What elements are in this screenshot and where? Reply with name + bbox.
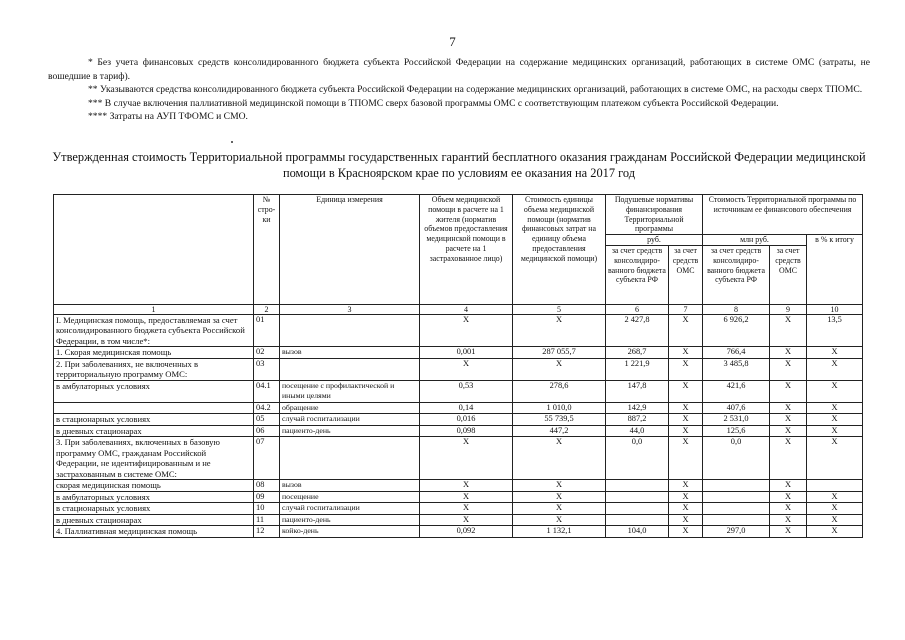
row-cost-unit: Х [513,514,606,526]
row-code: 05 [254,414,280,426]
row-percent: Х [807,514,863,526]
footnote-1: * Без учета финансовых средств консолидированного бюджета субъекта Российской Федерации на содержание медицинских организаций, работающих в системе ОМС (затраты, не вошедшие в тариф). [48,57,870,82]
row-unit: пациенто-день [280,514,420,526]
col-num: 7 [669,304,703,314]
row-percent: Х [807,503,863,515]
col-num: 3 [280,304,420,314]
row-per-capita-oms: Х [669,414,703,426]
table-row [54,526,863,538]
row-unit: пациенто-день [280,425,420,437]
row-cost-unit: 1 010,0 [513,402,606,414]
header-volume: Объем медицинской помощи в расчете на 1 жителя (норматив объемов предоставления медицинской помощи в расчете на 1 застрахованное лицо) [420,195,513,305]
row-per-capita-oms: Х [669,437,703,480]
row-cost-budget: 6 926,2 [703,314,770,347]
row-cost-oms: Х [770,425,807,437]
row-cost-unit: Х [513,480,606,492]
row-cost-oms: Х [770,314,807,347]
row-volume: 0,001 [420,347,513,359]
table-row [54,503,863,515]
row-cost-unit: Х [513,491,606,503]
table-row [54,314,863,347]
row-percent: 13,5 [807,314,863,347]
row-cost-unit: Х [513,503,606,515]
row-code: 06 [254,425,280,437]
table-title: Утвержденная стоимость Территориальной программы государственных гарантий бесплатного оказания гражданам Российской Федерации медицинской помощи в Красноярском крае по условиям ее оказания на 2017 год [52,150,866,180]
row-cost-unit: 447,2 [513,425,606,437]
table-row [54,380,863,402]
row-code: 11 [254,514,280,526]
row-per-capita-budget: 104,0 [606,526,669,538]
row-cost-budget: 766,4 [703,347,770,359]
row-name [54,402,254,414]
header-unit-mln: млн руб. [703,235,807,246]
row-volume: 0,098 [420,425,513,437]
header-sub-oms-rub: за счет средств ОМС [669,245,703,304]
row-cost-unit: 287 055,7 [513,347,606,359]
row-cost-unit: 278,6 [513,380,606,402]
row-cost-budget: 2 531,0 [703,414,770,426]
header-sub-budget-rub: за счет средств консолидиро-ванного бюджета субъекта РФ [606,245,669,304]
row-cost-unit: 1 132,1 [513,526,606,538]
col-num: 9 [770,304,807,314]
header-name [54,195,254,305]
header-row-no: № стро-ки [254,195,280,305]
row-per-capita-oms: Х [669,425,703,437]
row-per-capita-oms: Х [669,358,703,380]
row-per-capita-budget: 268,7 [606,347,669,359]
row-cost-oms: Х [770,503,807,515]
row-name: скорая медицинская помощь [54,480,254,492]
table-row [54,437,863,480]
row-cost-unit: 55 739,5 [513,414,606,426]
col-num: 6 [606,304,669,314]
row-code: 09 [254,491,280,503]
row-cost-budget [703,503,770,515]
row-cost-budget: 3 485,8 [703,358,770,380]
row-volume: Х [420,437,513,480]
row-name: в амбулаторных условиях [54,491,254,503]
row-code: 02 [254,347,280,359]
row-unit: посещение [280,491,420,503]
footnote-4: **** Затраты на АУП ТФОМС и СМО. [88,111,248,122]
row-cost-unit: Х [513,314,606,347]
stray-dot [231,141,233,143]
row-cost-oms: Х [770,526,807,538]
row-volume: Х [420,480,513,492]
header-sub-oms-mln: за счет средств ОМС [770,245,807,304]
table-row [54,491,863,503]
table-row [54,358,863,380]
footnote-3: *** В случае включения паллиативной медицинской помощи в ТПОМС сверх базовой программы ОМС с соответствующим платежом субъекта Российской Федерации. [88,97,779,109]
row-cost-budget: 407,6 [703,402,770,414]
row-cost-budget [703,514,770,526]
row-name: I. Медицинская помощь, предоставляемая за счет консолидированного бюджета субъекта Российской Федерации, в том числе*: [54,314,254,347]
row-unit: койко-день [280,526,420,538]
footnotes [48,56,870,124]
col-num: 2 [254,304,280,314]
row-per-capita-budget [606,491,669,503]
row-unit: случай госпитализации [280,503,420,515]
row-cost-budget: 125,6 [703,425,770,437]
table-row [54,514,863,526]
row-percent: Х [807,491,863,503]
row-cost-unit: Х [513,437,606,480]
table-row [54,402,863,414]
row-cost-oms: Х [770,347,807,359]
col-num: 8 [703,304,770,314]
row-unit: случай госпитализации [280,414,420,426]
row-percent: Х [807,526,863,538]
row-cost-oms: Х [770,402,807,414]
col-num: 1 [54,304,254,314]
row-per-capita-oms: Х [669,480,703,492]
header-unit: Единица измерения [280,195,420,305]
header-per-capita: Подушевые нормативы финансирования Территориальной программы [606,195,703,235]
row-code: 07 [254,437,280,480]
row-per-capita-budget: 887,2 [606,414,669,426]
table-row [54,425,863,437]
row-percent: Х [807,380,863,402]
row-per-capita-budget: 2 427,8 [606,314,669,347]
row-per-capita-budget: 147,8 [606,380,669,402]
col-num: 5 [513,304,606,314]
row-cost-oms: Х [770,480,807,492]
row-per-capita-oms: Х [669,380,703,402]
row-per-capita-oms: Х [669,314,703,347]
row-cost-oms: Х [770,437,807,480]
header-cost-unit: Стоимость единицы объема медицинской помощи (норматив финансовых затрат на единицу объема предоставления медицинской помощи) [513,195,606,305]
row-percent: Х [807,347,863,359]
row-unit: обращение [280,402,420,414]
row-name: в амбулаторных условиях [54,380,254,402]
row-unit [280,358,420,380]
table-row [54,480,863,492]
row-percent: Х [807,414,863,426]
row-volume: 0,016 [420,414,513,426]
row-volume: 0,53 [420,380,513,402]
row-per-capita-budget: 1 221,9 [606,358,669,380]
row-name: в дневных стационарах [54,514,254,526]
row-code: 04.1 [254,380,280,402]
row-volume: Х [420,358,513,380]
row-code: 08 [254,480,280,492]
row-volume: Х [420,491,513,503]
row-volume: Х [420,514,513,526]
row-cost-unit: Х [513,358,606,380]
row-volume: Х [420,503,513,515]
column-number-row [54,304,863,314]
row-cost-oms: Х [770,414,807,426]
page-number: 7 [449,34,456,49]
row-cost-oms: Х [770,514,807,526]
row-cost-oms: Х [770,380,807,402]
row-name: 1. Скорая медицинская помощь [54,347,254,359]
row-name: в дневных стационарах [54,425,254,437]
col-num: 4 [420,304,513,314]
row-unit: вызов [280,480,420,492]
row-cost-budget: 0,0 [703,437,770,480]
header-cost-sources: Стоимость Территориальной программы по источникам ее финансового обеспечения [703,195,863,235]
row-name: 3. При заболеваниях, включенных в базовую программу ОМС, гражданам Российской Федерации, не идентифицированным и не застрахованным в системе ОМС: [54,437,254,480]
row-cost-budget [703,480,770,492]
cost-table [53,194,863,538]
row-per-capita-oms: Х [669,402,703,414]
header-unit-rub: руб. [606,235,703,246]
row-cost-budget: 297,0 [703,526,770,538]
row-per-capita-budget: 0,0 [606,437,669,480]
row-per-capita-oms: Х [669,503,703,515]
table-body [54,314,863,537]
row-code: 01 [254,314,280,347]
row-cost-oms: Х [770,358,807,380]
row-per-capita-budget: 44,0 [606,425,669,437]
row-cost-oms: Х [770,491,807,503]
row-unit: посещение с профилактической и иными целями [280,380,420,402]
row-name: 2. При заболеваниях, не включенных в территориальную программу ОМС: [54,358,254,380]
row-per-capita-oms: Х [669,491,703,503]
row-name: 4. Паллиативная медицинская помощь [54,526,254,538]
row-cost-budget: 421,6 [703,380,770,402]
row-percent: Х [807,437,863,480]
footnote-2: ** Указываются средства консолидированного бюджета субъекта Российской Федерации на содержание медицинских организаций, работающих в системе ОМС, на расходы сверх ТПОМС. [88,84,863,95]
row-volume: Х [420,314,513,347]
row-per-capita-oms: Х [669,526,703,538]
header-percent: в % к итогу [807,235,863,305]
row-name: в стационарных условиях [54,503,254,515]
col-num: 10 [807,304,863,314]
row-code: 04.2 [254,402,280,414]
row-per-capita-budget [606,514,669,526]
header-sub-budget-mln: за счет средств консолидиро-ванного бюджета субъекта РФ [703,245,770,304]
row-code: 03 [254,358,280,380]
row-name: в стационарных условиях [54,414,254,426]
row-per-capita-oms: Х [669,347,703,359]
row-code: 12 [254,526,280,538]
row-percent: Х [807,402,863,414]
row-cost-budget [703,491,770,503]
row-volume: 0,14 [420,402,513,414]
table-row [54,347,863,359]
row-unit: вызов [280,347,420,359]
row-percent: Х [807,358,863,380]
row-per-capita-budget: 142,9 [606,402,669,414]
row-per-capita-budget [606,503,669,515]
table-row [54,414,863,426]
row-percent: Х [807,425,863,437]
row-unit [280,437,420,480]
row-code: 10 [254,503,280,515]
row-unit [280,314,420,347]
row-percent [807,480,863,492]
row-volume: 0,092 [420,526,513,538]
row-per-capita-oms: Х [669,514,703,526]
row-per-capita-budget [606,480,669,492]
